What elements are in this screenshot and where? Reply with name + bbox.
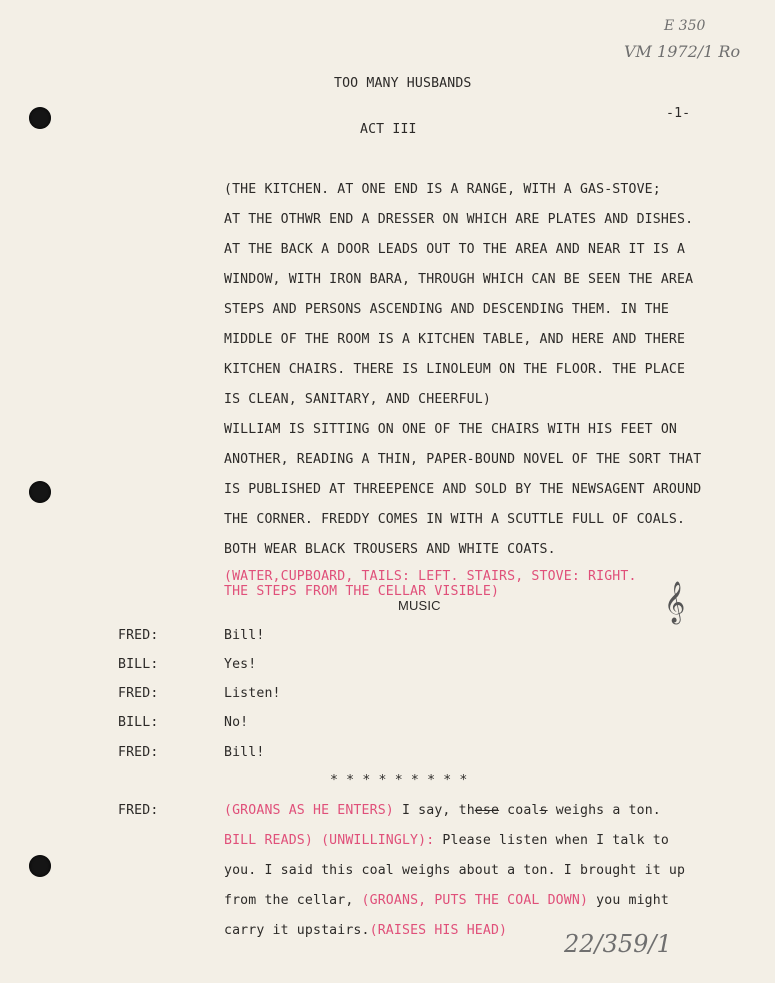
stage-cue: BILL READS) (UNWILLINGLY): bbox=[224, 833, 435, 848]
dialogue-line: Bill! bbox=[224, 745, 265, 760]
stage-line: AT THE OTHWR END A DRESSER ON WHICH ARE PLATES AND DISHES. bbox=[224, 212, 694, 227]
stage-line: THE CORNER. FREDDY COMES IN WITH A SCUTTLE FULL OF COALS. bbox=[224, 512, 686, 527]
stage-cue: (GROANS AS HE ENTERS) bbox=[224, 803, 394, 818]
stage-line: STEPS AND PERSONS ASCENDING AND DESCENDING THEM. IN THE bbox=[224, 302, 669, 317]
act-heading: ACT III bbox=[360, 122, 417, 137]
punch-hole-middle bbox=[29, 481, 51, 503]
stage-line: BOTH WEAR BLACK TROUSERS AND WHITE COATS. bbox=[224, 542, 556, 557]
stage-cue: (GROANS, PUTS THE COAL DOWN) bbox=[361, 893, 589, 908]
stage-line: KITCHEN CHAIRS. THERE IS LINOLEUM ON THE FLOOR. THE PLACE bbox=[224, 362, 686, 377]
dialogue-line: No! bbox=[224, 715, 249, 730]
stage-line: MIDDLE OF THE ROOM IS A KITCHEN TABLE, AND HERE AND THERE bbox=[224, 332, 686, 347]
stage-line: IS CLEAN, SANITARY, AND CHEERFUL) bbox=[224, 392, 491, 407]
set-note-line: THE STEPS FROM THE CELLAR VISIBLE) bbox=[224, 584, 500, 599]
speaker-name: BILL: bbox=[118, 657, 159, 672]
music-cue: MUSIC bbox=[398, 598, 441, 613]
dialogue-line: Bill! bbox=[224, 628, 265, 643]
play-title: TOO MANY HUSBANDS bbox=[334, 76, 472, 91]
stage-line: WINDOW, WITH IRON BARA, THROUGH WHICH CAN BE SEEN THE AREA bbox=[224, 272, 694, 287]
final-line-5: carry it upstairs.(RAISES HIS HEAD) bbox=[224, 923, 508, 938]
archive-ref-top: E 350 bbox=[664, 18, 706, 34]
final-line-1: (GROANS AS HE ENTERS) I say, these coals weighs a ton. bbox=[224, 803, 661, 818]
stage-line: AT THE BACK A DOOR LEADS OUT TO THE AREA AND NEAR IT IS A bbox=[224, 242, 686, 257]
speaker-name: FRED: bbox=[118, 686, 159, 701]
dialogue-line: Listen! bbox=[224, 686, 281, 701]
speaker-name: BILL: bbox=[118, 715, 159, 730]
dialogue-line: Yes! bbox=[224, 657, 257, 672]
treble-clef-icon: 𝄞 bbox=[664, 582, 686, 623]
speaker-name: FRED: bbox=[118, 745, 159, 760]
stage-cue: (RAISES HIS HEAD) bbox=[369, 923, 508, 938]
stage-line: IS PUBLISHED AT THREEPENCE AND SOLD BY THE NEWSAGENT AROUND bbox=[224, 482, 702, 497]
final-line-4: from the cellar, (GROANS, PUTS THE COAL DOWN) you might bbox=[224, 893, 669, 908]
final-line-2: BILL READS) (UNWILLINGLY): Please listen when I talk to bbox=[224, 833, 669, 848]
archive-ref-sub: VM 1972/1 Ro bbox=[624, 42, 741, 61]
stage-line: (THE KITCHEN. AT ONE END IS A RANGE, WITH A GAS-STOVE; bbox=[224, 182, 661, 197]
punch-hole-bottom bbox=[29, 855, 51, 877]
final-line-3: you. I said this coal weighs about a ton. I brought it up bbox=[224, 863, 686, 878]
set-note-line: (WATER,CUPBOARD, TAILS: LEFT. STAIRS, STOVE: RIGHT. bbox=[224, 569, 637, 584]
punch-hole-top bbox=[29, 107, 51, 129]
scene-separator: * * * * * * * * * bbox=[330, 773, 468, 788]
page-number: -1- bbox=[666, 106, 691, 121]
archive-ref-bottom: 22/359/1 bbox=[564, 930, 672, 958]
stage-line: ANOTHER, READING A THIN, PAPER-BOUND NOVEL OF THE SORT THAT bbox=[224, 452, 702, 467]
stage-line: WILLIAM IS SITTING ON ONE OF THE CHAIRS WITH HIS FEET ON bbox=[224, 422, 678, 437]
speaker-name: FRED: bbox=[118, 803, 159, 818]
speaker-name: FRED: bbox=[118, 628, 159, 643]
